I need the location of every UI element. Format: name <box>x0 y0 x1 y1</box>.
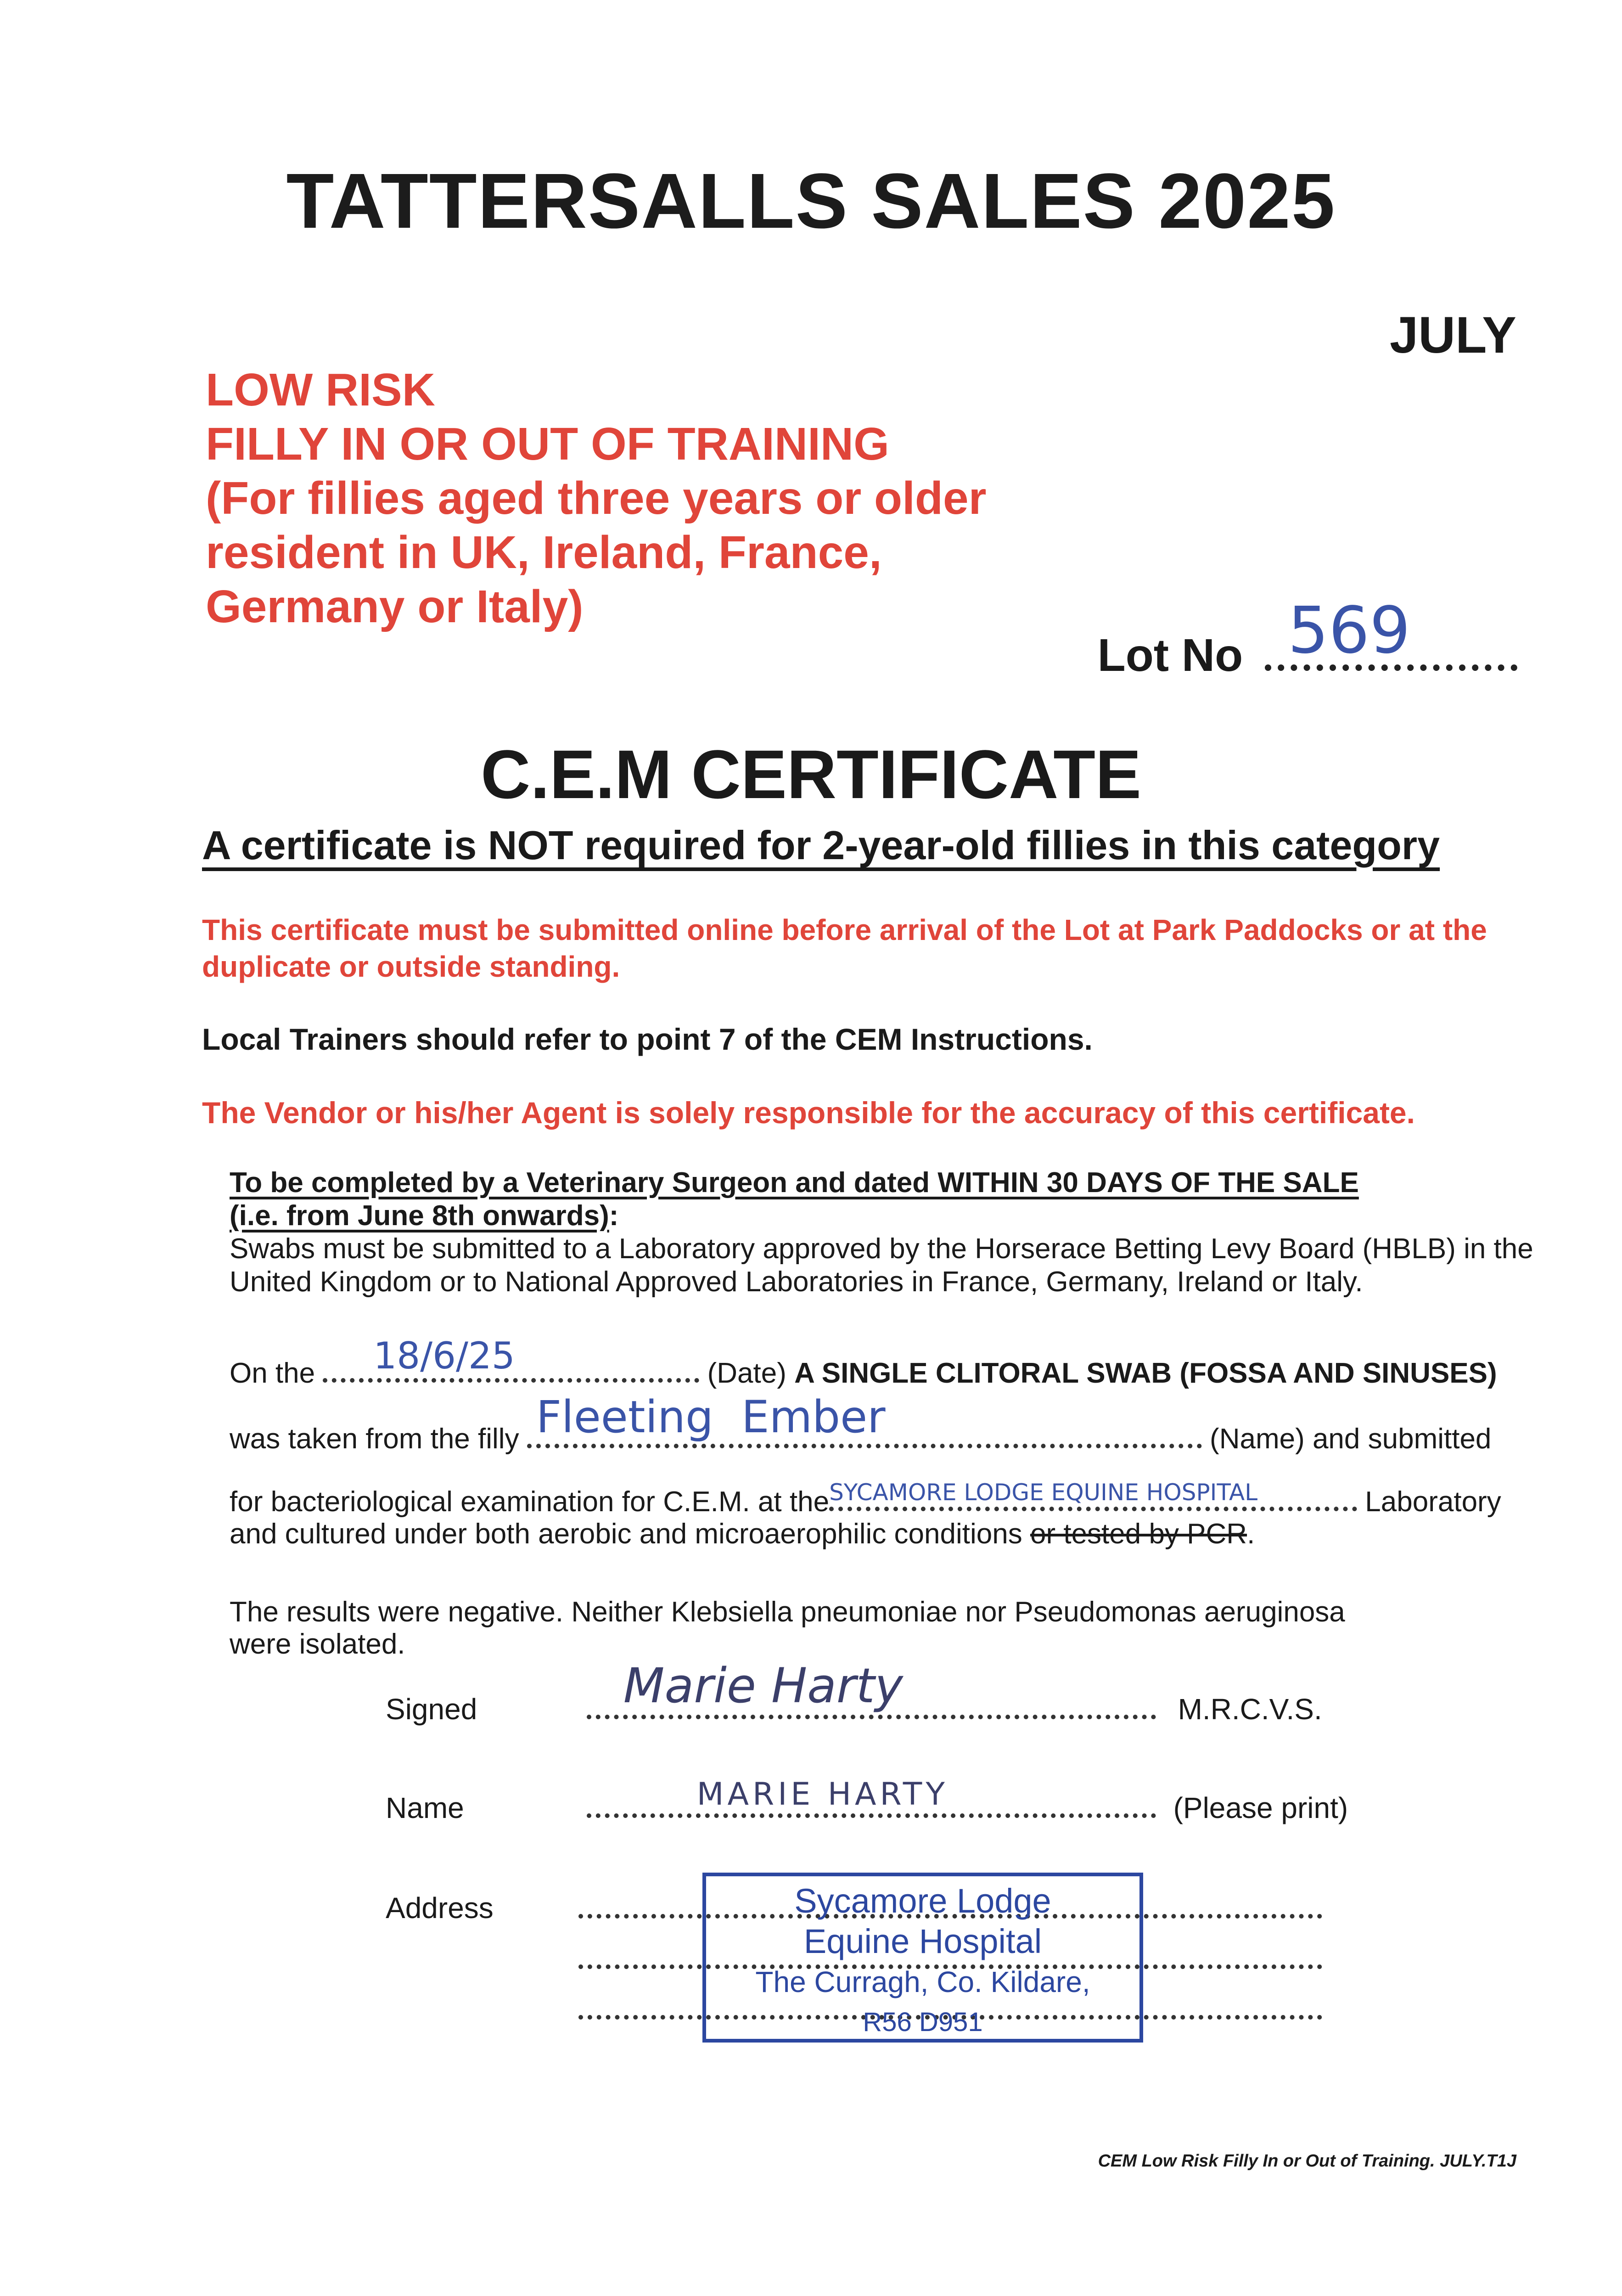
vendor-responsibility-note: The Vendor or his/her Agent is solely responsible for the accuracy of this certificate. <box>202 1096 1415 1130</box>
category-line-2: FILLY IN OR OUT OF TRAINING <box>206 418 889 470</box>
results-line-2: were isolated. <box>230 1628 405 1660</box>
certificate-title: C.E.M CERTIFICATE <box>481 736 1141 813</box>
date-value: 18/6/25 <box>373 1334 515 1377</box>
cultured-text: and cultured under both aerobic and microaerophilic conditions <box>230 1518 1022 1550</box>
signature-field[interactable] <box>587 1658 1156 1719</box>
category-line-3: (For fillies aged three years or older <box>206 473 987 524</box>
pcr-period: . <box>1247 1518 1255 1550</box>
category-line-4: resident in UK, Ireland, France, <box>206 527 882 578</box>
filly-name-label: (Name) and submitted <box>1210 1423 1492 1455</box>
name-row <box>386 1776 1348 1825</box>
vet-heading-1: To be completed by a Veterinary Surgeon and dated WITHIN 30 DAYS OF THE SALE <box>230 1167 1359 1199</box>
bact-exam-label: for bacteriological examination for C.E.M. at the <box>230 1486 830 1518</box>
local-trainers-note: Local Trainers should refer to point 7 of the CEM Instructions. <box>202 1022 1093 1056</box>
lot-number-line <box>1265 593 1517 671</box>
category-line-5: Germany or Italy) <box>206 581 584 632</box>
submission-note: This certificate must be submitted online before arrival of the Lot at Park Paddocks or at the duplicate or outside standing. <box>202 913 1487 983</box>
results-line-1: The results were negative. Neither Klebsiella pneumoniae nor Pseudomonas aeruginosa <box>230 1596 1345 1628</box>
cultured-row <box>230 1518 1255 1550</box>
category-line-1: LOW RISK <box>206 364 435 416</box>
swab-type: A SINGLE CLITORAL SWAB (FOSSA AND SINUSES) <box>794 1357 1497 1389</box>
stamp-line-4: R56 D951 <box>863 2007 983 2037</box>
date-label: (Date) <box>707 1357 786 1389</box>
on-the-label: On the <box>230 1357 315 1389</box>
stamp-line-2: Equine Hospital <box>803 1922 1042 1960</box>
lot-number-field <box>1097 593 1517 682</box>
lot-number-value: 569 <box>1288 593 1411 668</box>
signed-row <box>386 1658 1322 1726</box>
filly-name-value: Fleeting Ember <box>536 1391 886 1443</box>
please-print-label: (Please print) <box>1173 1791 1348 1824</box>
sale-month: JULY <box>1389 306 1516 364</box>
signature-value: Marie Harty <box>623 1658 903 1714</box>
lab-name-value: SYCAMORE LODGE EQUINE HOSPITAL <box>829 1479 1258 1506</box>
name-label: Name <box>386 1791 464 1824</box>
category-block <box>206 363 987 634</box>
vet-heading-2: (i.e. from June 8th onwards) <box>230 1200 609 1232</box>
date-field[interactable] <box>323 1334 699 1383</box>
vet-instructions <box>230 1166 1538 1299</box>
printed-name-value: MARIE HARTY <box>696 1776 949 1812</box>
pcr-struck-text: or tested by PCR <box>1030 1518 1247 1550</box>
stamp-line-3: The Curragh, Co. Kildare, <box>755 1965 1090 1998</box>
filly-name-field[interactable] <box>527 1391 1202 1448</box>
printed-name-field[interactable] <box>587 1776 1156 1818</box>
mrcvs-label: M.R.C.V.S. <box>1178 1693 1322 1726</box>
signed-label: Signed <box>386 1693 477 1726</box>
lab-row <box>230 1479 1501 1518</box>
lab-name-field[interactable] <box>829 1479 1357 1511</box>
address-label: Address <box>386 1891 494 1925</box>
taken-from-label: was taken from the filly <box>230 1423 519 1455</box>
laboratory-label: Laboratory <box>1365 1486 1501 1518</box>
document-title: TATTERSALLS SALES 2025 <box>286 158 1336 245</box>
filly-row <box>230 1391 1492 1455</box>
hospital-stamp <box>702 1873 1143 2043</box>
lot-number-label: Lot No <box>1097 630 1243 681</box>
date-row <box>230 1334 1497 1390</box>
not-required-notice: A certificate is NOT required for 2-year-old fillies in this category <box>202 822 1440 868</box>
swab-note: Swabs must be submitted to a Laboratory approved by the Horserace Betting Levy Board (HBLB) in the United Kingdom or to National Approved Laboratories in France, Germany, Ireland or Italy. <box>230 1233 1533 1298</box>
stamp-line-1: Sycamore Lodge <box>794 1882 1051 1920</box>
vet-heading-colon: : <box>609 1200 619 1232</box>
form-reference: CEM Low Risk Filly In or Out of Training. JULY.T1J <box>1098 2151 1516 2171</box>
